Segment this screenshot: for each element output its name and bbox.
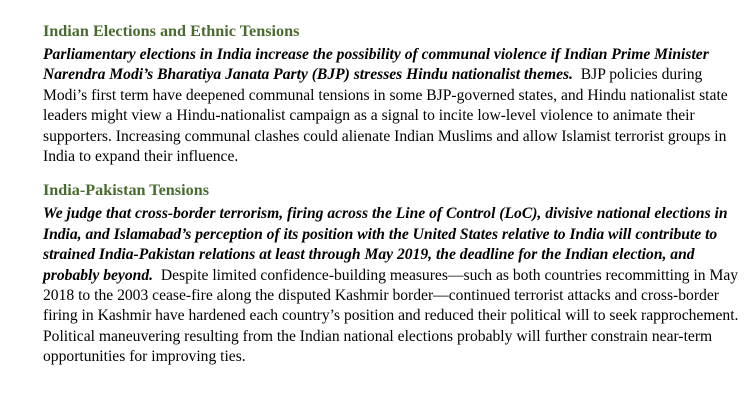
body-text: BJP policies during Modi’s first term have deepened communal tensions in some BJP-governed states, and Hindu nationalist state leaders might view a Hindu-nationalist campaign as a signal to incite low-level violence to animate their supporters. Increasing communal clashes could alienate Indian Muslims and allow Islamist terrorist groups in India to expand their influence.	[43, 66, 728, 166]
section-india-pakistan	[43, 180, 743, 367]
lead-sentence: We judge that cross-border terrorism, firing across the Line of Control (LoC), divisive national elections in India, and Islamabad’s perception of its position with the United States relative to India will contribute to strained India-Pakistan relations at least through May 2019, the deadline for the Indian election, and probably beyond.	[43, 205, 728, 284]
section-heading: Indian Elections and Ethnic Tensions	[43, 22, 300, 40]
lead-sentence: Parliamentary elections in India increase the possibility of communal violence if Indian Prime Minister Narendra Modi’s Bharatiya Janata Party (BJP) stresses Hindu nationalist themes.	[43, 46, 709, 84]
section-heading: India-Pakistan Tensions	[43, 181, 209, 200]
document-page	[43, 21, 743, 368]
section-paragraph	[43, 45, 743, 167]
section-indian-elections	[43, 21, 743, 167]
section-paragraph	[43, 204, 743, 367]
body-text: Despite limited confidence-building measures—such as both countries recommitting in May 2018 to the 2003 cease-fire along the disputed Kashmir border—continued terrorist attacks and cross-border firing in Kashmir have hardened each country’s position and reduced their political will to seek rapprochement. Political maneuvering resulting from the Indian national elections probably will further constrain near-term opportunities for improving ties.	[43, 266, 739, 366]
